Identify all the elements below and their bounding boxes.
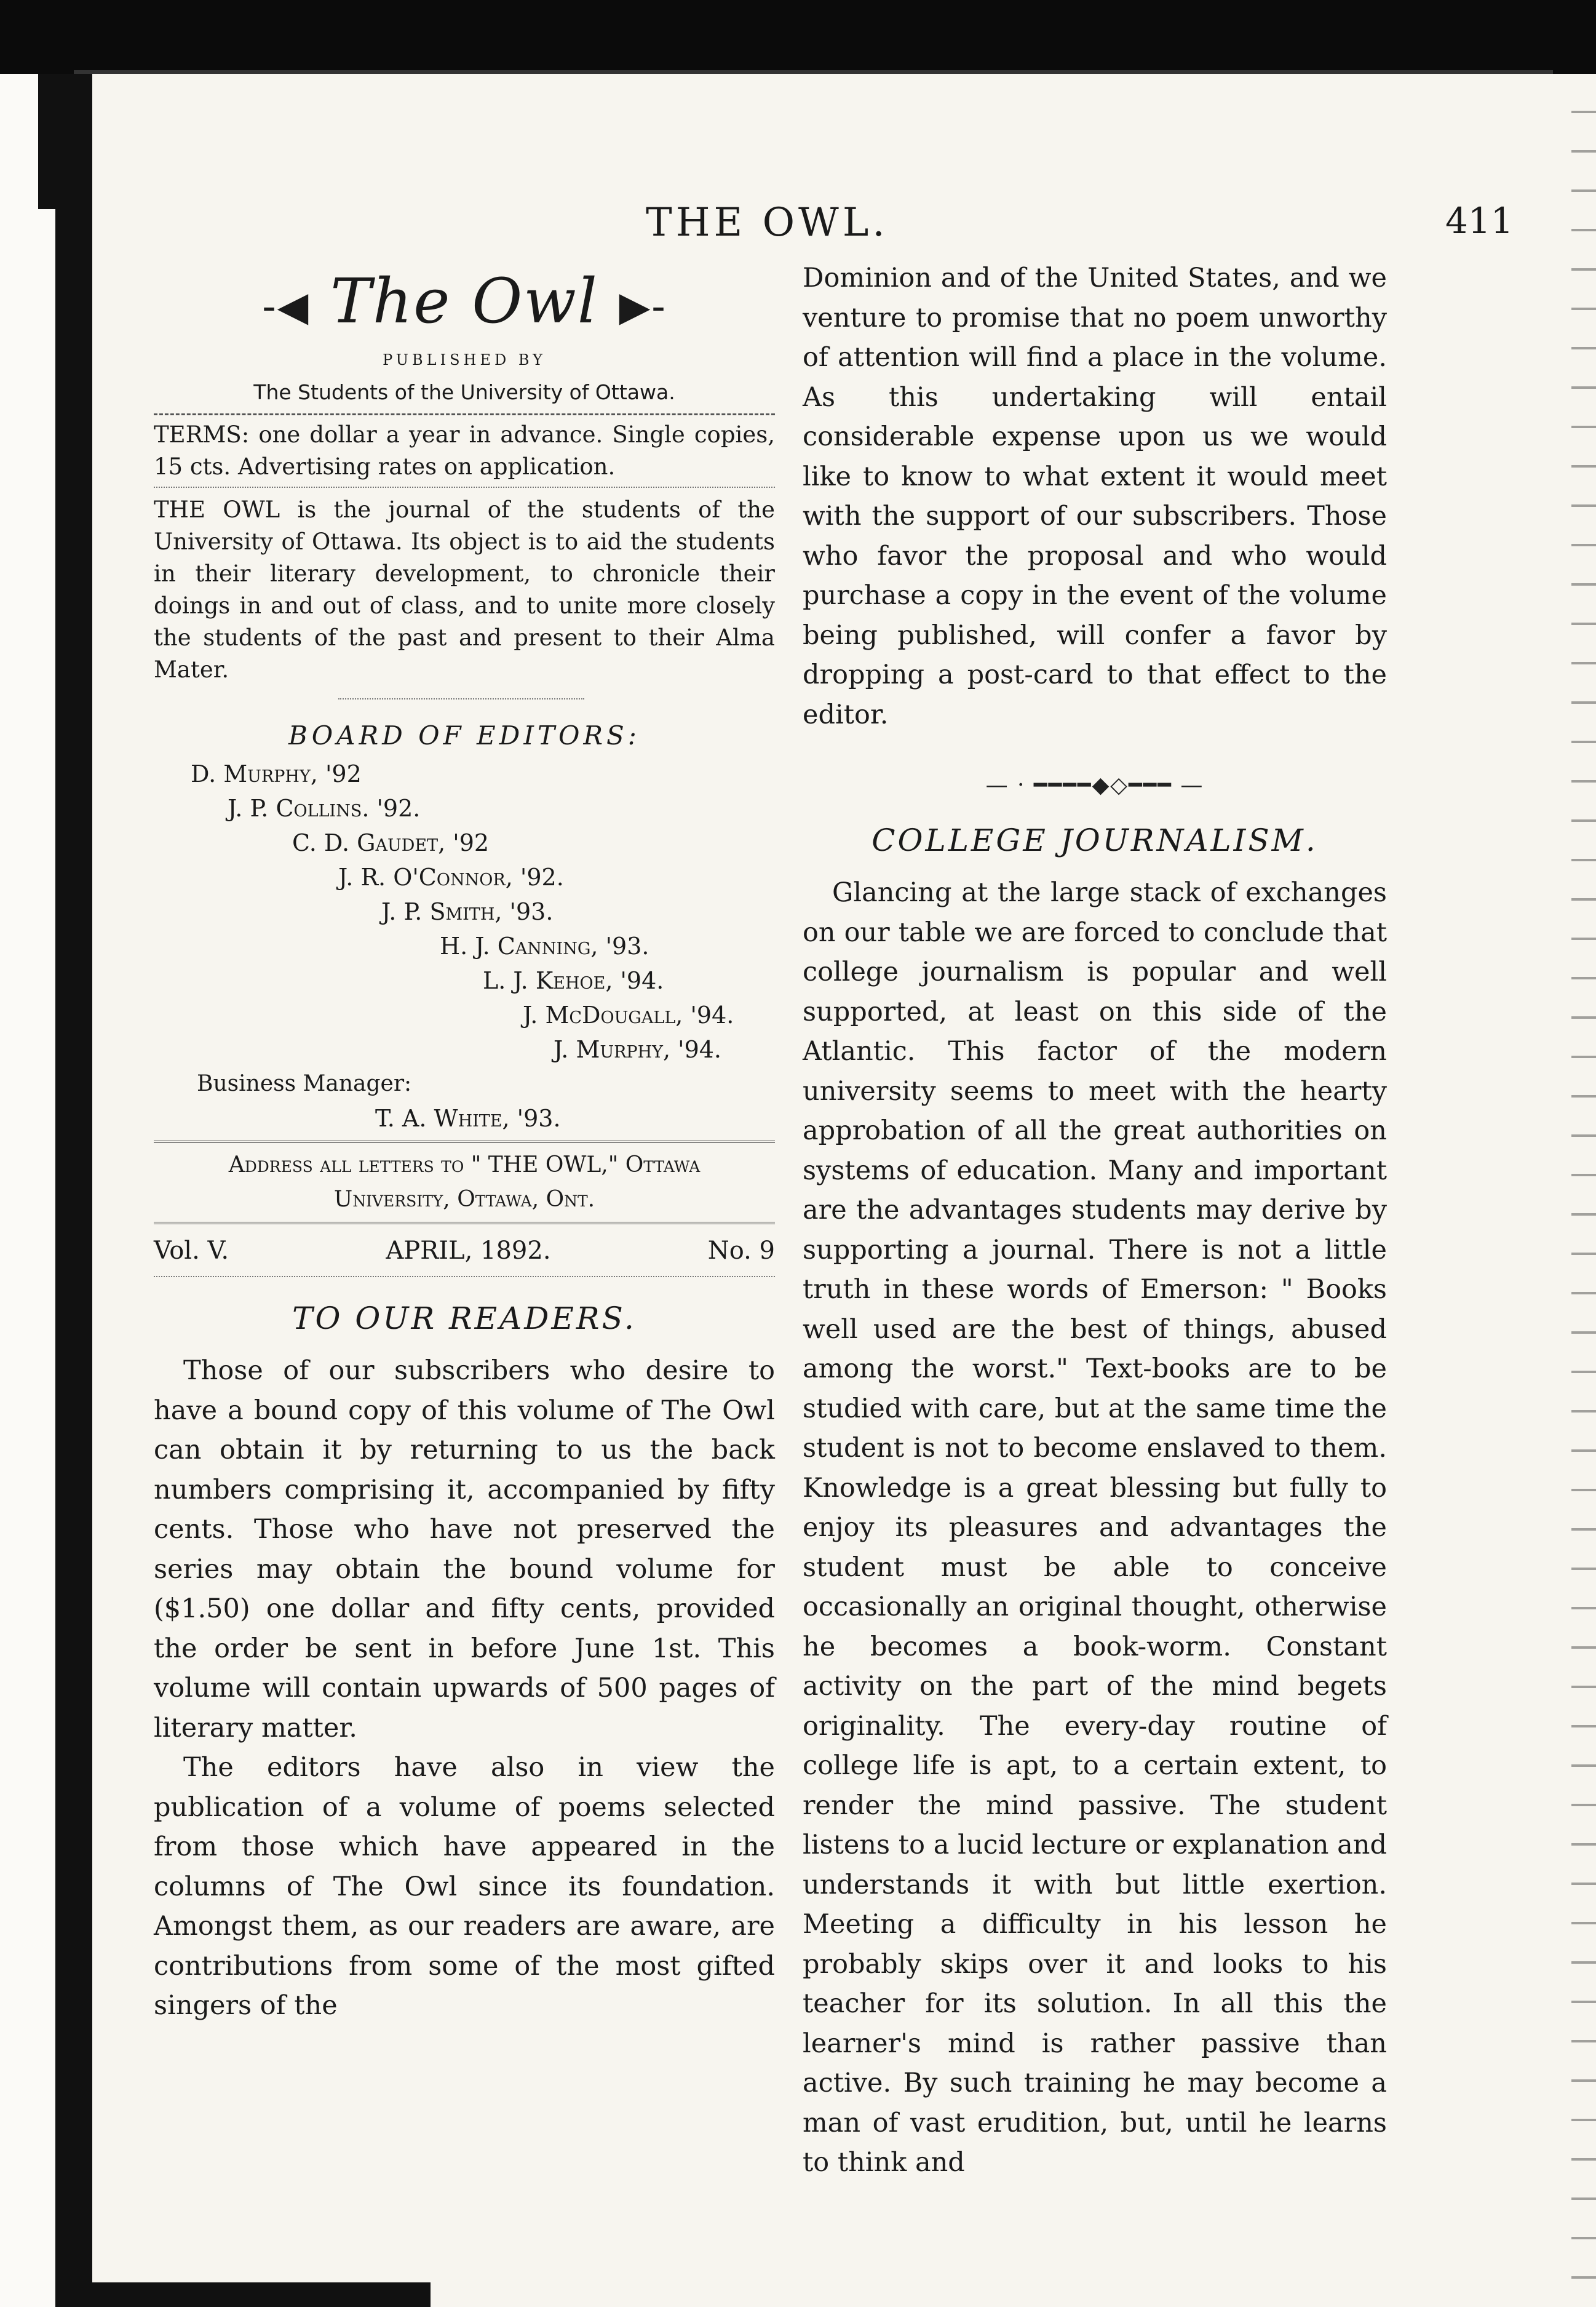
section-divider-ornament-icon: — · ━━━━◆◇━━━ — — [985, 773, 1204, 798]
editor-name: J. McDougall, '94. — [523, 1002, 734, 1029]
volume: Vol. V. — [154, 1237, 229, 1265]
divider — [154, 1222, 775, 1224]
about-text: THE OWL is the journal of the students of the University of Ottawa. Its object is to aid the students in their literary development, to chronicle their doings in and out of class, and to unite more closely the students of the past and present to their Alma Mater. — [154, 496, 775, 683]
editor-name: L. J. Kehoe, '94. — [483, 967, 664, 994]
issue-line — [154, 1229, 775, 1272]
board-heading: BOARD OF EDITORS: — [288, 720, 640, 751]
scan-border-bottom — [62, 2282, 431, 2307]
terms-text: TERMS: one dollar a year in advance. Single copies, 15 cts. Advertising rates on application. — [154, 421, 775, 480]
editor-name: J. P. Collins. '92. — [228, 795, 421, 822]
issue-date: APRIL, 1892. — [386, 1237, 551, 1265]
editor-name: J. P. Smith, '93. — [381, 898, 554, 925]
business-manager-label: Business Manager: — [197, 1071, 412, 1096]
section-title-journalism: COLLEGE JOURNALISM. — [871, 823, 1318, 858]
divider — [338, 698, 584, 699]
issue-number: No. 9 — [707, 1237, 775, 1265]
right-column — [803, 258, 1387, 2183]
address-line: Address all letters to " THE OWL," Ottawa — [228, 1152, 701, 1177]
journalism-paragraph-1: Glancing at the large stack of exchanges on our table we are forced to conclude that college journalism is popular and well supported, at least on this side of the Atlantic. This factor of the modern university seems to meet with the hearty approbation of all the great authorities on systems of education. Many and important are the advantages students may derive by supporting a journal. There is not a little truth in these words of Emerson: " Books well used are the best of things, abused among the worst." Text-books are to be studied with care, but at the same time the student is not to become enslaved to them. Knowledge is a great blessing but fully to enjoy its pleasures and advantages the student must be able to conceive occasionally an original thought, otherwise he becomes a book-worm. Constant activity on the part of the mind begets originality. The every-day routine of college life is apt, to a certain extent, to render the mind passive. The student listens to a lucid lecture or explanation and understands it with but little exertion. Meeting a difficulty in his lesson he probably skips over it and looks to his teacher for its solution. In all this the learner's mind is rather passive than active. By such training he may become a man of vast erudition, but, until he learns to think and — [803, 877, 1387, 2178]
divider — [154, 487, 775, 488]
editor-name: J. R. O'Connor, '92. — [338, 864, 564, 891]
scan-border-left — [0, 74, 92, 2307]
running-header: THE OWL. — [646, 200, 889, 245]
scan-border-top — [0, 0, 1596, 74]
masthead-title: The Owl — [330, 265, 598, 337]
editor-name: J. Murphy, '94. — [554, 1036, 722, 1063]
masthead-left-ornament-icon: -◀ — [262, 282, 310, 330]
readers-paragraph-1: Those of our subscribers who desire to have a bound copy of this volume of The Owl can obtain it by returning to us the back numbers comprising it, accompanied by fifty cents. Those who have not preserved the series may obtain the bound volume for ($1.50) one dollar and fifty cents, provided the order be sent in before June 1st. This volume will contain upwards of 500 pages of literary matter. — [154, 1355, 775, 1743]
page-number: 411 — [1445, 200, 1514, 242]
business-manager: T. A. White, '93. — [375, 1105, 561, 1132]
masthead-right-ornament-icon: ▶- — [619, 282, 667, 330]
editor-name: H. J. Canning, '93. — [440, 933, 649, 960]
published-by: PUBLISHED BY — [383, 351, 546, 369]
readers-paragraph-2-continued: Dominion and of the United States, and we venture to promise that no poem unworthy of attention will find a place in the volume. As this undertaking will entail considerable expense upon us we would like to know to what extent it would meet with the support of our subscribers. Those who favor the proposal and who would purchase a copy in the event of the volume being published, will confer a favor by dropping a post-card to that effect to the editor. — [803, 263, 1387, 730]
divider — [154, 413, 775, 415]
section-title-readers: TO OUR READERS. — [292, 1301, 637, 1336]
editor-name: D. Murphy, '92 — [191, 760, 362, 787]
scan-edge-right — [1571, 74, 1596, 2307]
divider — [154, 1276, 775, 1277]
masthead — [154, 258, 775, 345]
editor-name: C. D. Gaudet, '92 — [292, 829, 490, 856]
divider — [154, 1141, 775, 1143]
readers-paragraph-2: The editors have also in view the publication of a volume of poems selected from those which have appeared in the columns of The Owl since its foundation. Amongst them, as our readers are aware, are contributions from some of the most gifted singers of the — [154, 1752, 775, 2021]
publisher: The Students of the University of Ottawa. — [253, 380, 675, 404]
address-line: University, Ottawa, Ont. — [333, 1187, 595, 1212]
left-column — [154, 258, 775, 2026]
